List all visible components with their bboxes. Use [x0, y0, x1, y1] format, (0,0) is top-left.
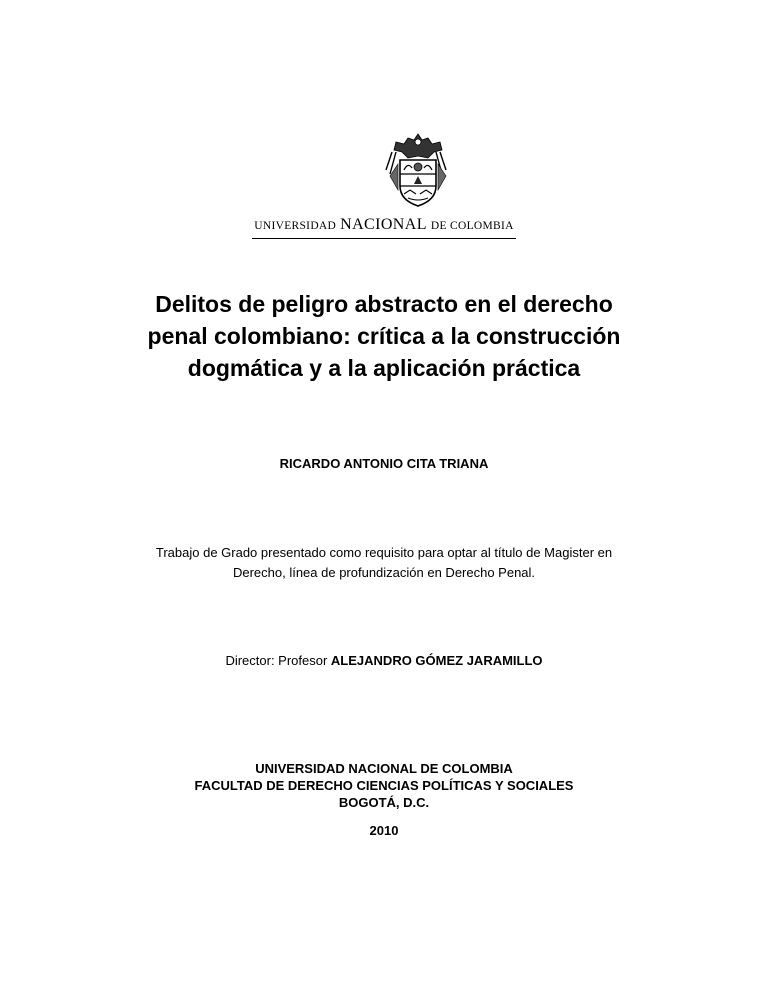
thesis-title: [120, 288, 648, 384]
wordmark-de-colombia: DE COLOMBIA: [430, 220, 514, 232]
institution-city: BOGOTÁ, D.C.: [338, 795, 430, 810]
director-line: [0, 653, 768, 668]
wordmark-nacional: NACIONAL: [340, 216, 427, 233]
thesis-title-line: Delitos de peligro abstracto en el derecho: [155, 291, 613, 317]
director-name: ALEJANDRO GÓMEZ JARAMILLO: [330, 653, 543, 668]
thesis-title-line: penal colombiano: crítica a la construcción: [147, 323, 621, 349]
publication-year: 2010: [369, 823, 399, 838]
degree-statement-line: Derecho, línea de profundización en Derecho Penal.: [232, 565, 536, 580]
university-wordmark: [0, 215, 768, 239]
institution-faculty: FACULTAD DE DERECHO CIENCIAS POLÍTICAS Y SOCIALES: [194, 778, 574, 793]
degree-statement-line: Trabajo de Grado presentado como requisito para optar al título de Magister en: [155, 545, 613, 560]
author-name: RICARDO ANTONIO CITA TRIANA: [279, 456, 489, 471]
institution-university: UNIVERSIDAD NACIONAL DE COLOMBIA: [255, 761, 513, 776]
thesis-title-line: dogmática y a la aplicación práctica: [187, 355, 581, 381]
institution-block: [0, 760, 768, 811]
coat-of-arms-icon: [382, 130, 454, 210]
wordmark-universidad: UNIVERSIDAD: [254, 220, 337, 232]
director-prefix: Director: Profesor: [225, 653, 331, 668]
degree-statement: [110, 543, 658, 583]
